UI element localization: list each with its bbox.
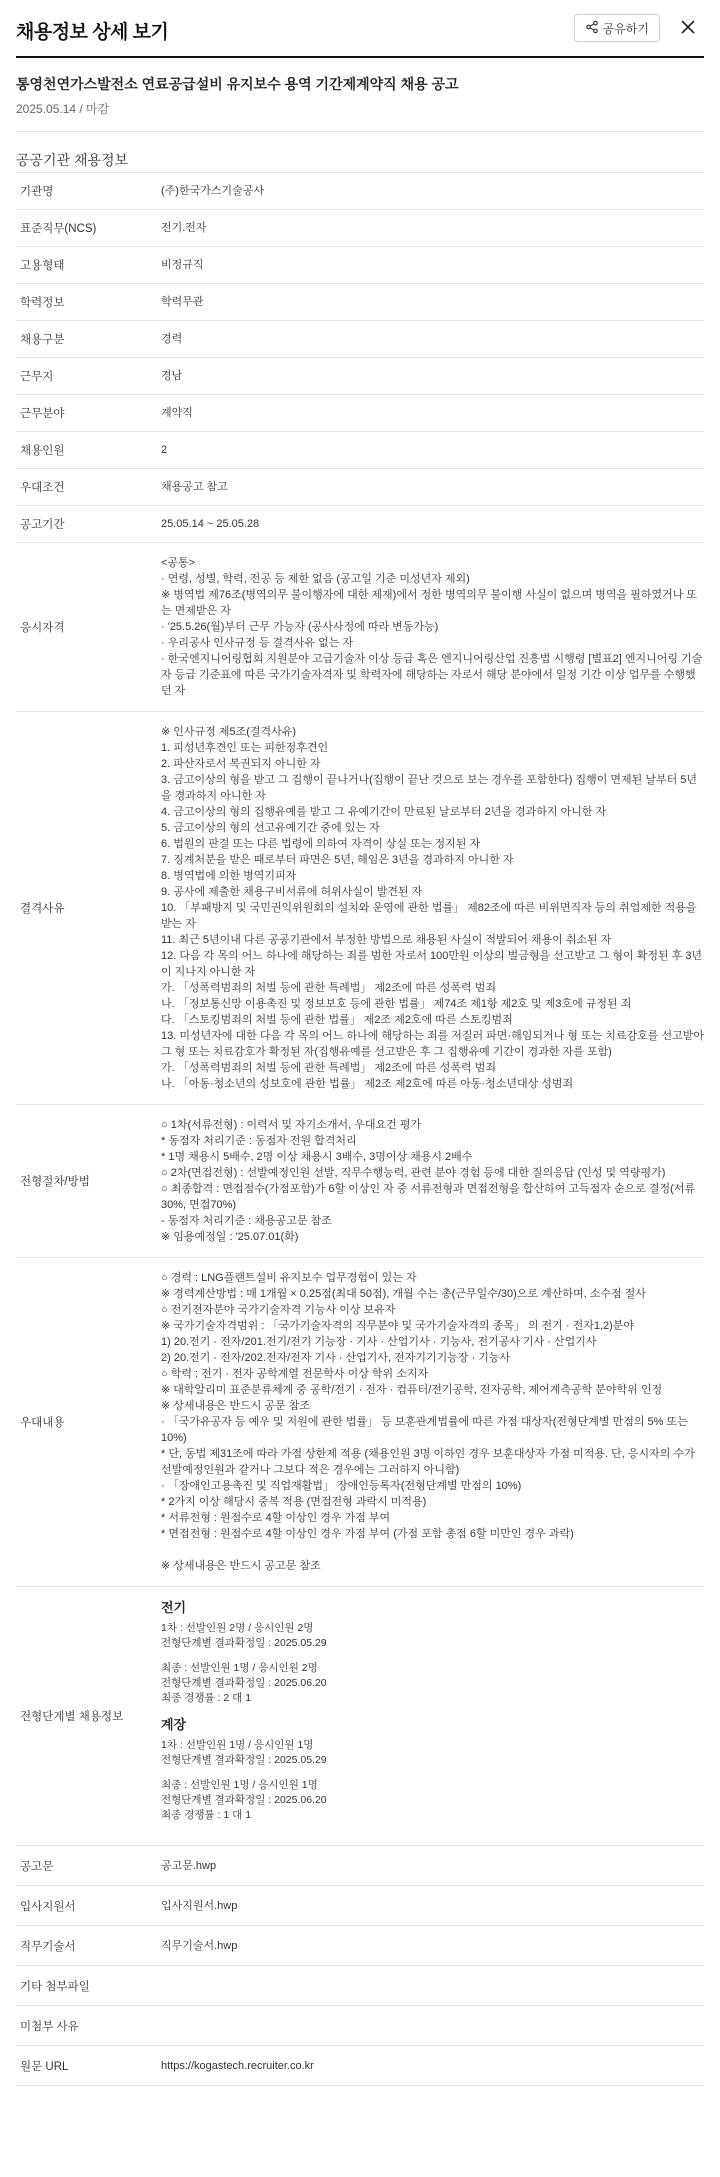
row-education <box>16 284 704 321</box>
row-value: 학력무관 <box>161 296 204 308</box>
row-preferred <box>16 1258 704 1587</box>
row-value: 2 <box>161 444 168 456</box>
row-label: 기관명 <box>20 186 54 198</box>
stage-line: 전형단계별 결과확정일 : 2025.06.20 <box>161 1794 327 1806</box>
row-label: 채용구분 <box>20 334 65 346</box>
row-value: 경남 <box>161 370 183 382</box>
row-disqualification <box>16 712 704 1105</box>
source-url-link[interactable]: https://kogastech.recruiter.co.kr <box>161 2059 314 2072</box>
notice-date-status: 2025.05.14 / 마감 <box>16 102 110 116</box>
row-label: 전형단계별 채용정보 <box>20 1711 124 1723</box>
row-value: (주)한국가스기술공사 <box>161 185 264 197</box>
row-location <box>16 358 704 395</box>
close-button[interactable] <box>674 14 702 42</box>
row-label: 채용인원 <box>20 445 65 457</box>
row-notice-file <box>16 1846 704 1886</box>
stage-line: 전형단계별 결과확정일 : 2025.05.29 <box>161 1754 327 1766</box>
row-value: 비정규직 <box>161 259 204 271</box>
job-name: 전기 <box>161 1600 187 1615</box>
row-value: 계약직 <box>161 407 193 419</box>
stage-final <box>161 1661 704 1706</box>
notice-file-link[interactable]: 공고문.hwp <box>161 1859 217 1872</box>
stage-line: 1차 : 선발인원 2명 / 응시인원 2명 <box>161 1622 314 1634</box>
row-ncs <box>16 210 704 247</box>
row-value: 경력 <box>161 333 183 345</box>
row-process <box>16 1105 704 1258</box>
notice-header <box>16 58 704 132</box>
row-label: 응시자격 <box>20 622 65 634</box>
row-no-attach <box>16 2006 704 2046</box>
row-stages <box>16 1587 704 1846</box>
row-label: 입사지원서 <box>20 1900 76 1913</box>
stage-line: 최종 : 선발인원 1명 / 응시인원 1명 <box>161 1779 318 1791</box>
stage-line: 최종 : 선발인원 1명 / 응시인원 2명 <box>161 1662 318 1674</box>
row-org <box>16 173 704 210</box>
row-label: 결격사유 <box>20 903 65 915</box>
stage-job <box>161 1599 704 1706</box>
row-value: 전기.전자 <box>161 222 207 234</box>
share-button[interactable] <box>574 14 660 42</box>
row-label: 우대내용 <box>20 1417 65 1429</box>
row-value: ○ 경력 : LNG플랜트설비 유지보수 업무경험이 있는 자 ※ 경력계산방법 : 매 1개월 × 0.25점(최대 50점), 개월 수는 총(근무일수/30)으로 계산하며, 소수점 절사 ○ 전기전자분야 국가기술자격 기능사 이상 보유자 ※ 국가기술자격범위 : 「국가기술자격의 직무분야 및 국가기술자격의 종목」 의 전기 · 전자1,2)분야 1) 20.전기 · 전자/201.전기/전기 기능장 · 기사 · 산업기사 · 기능사, 전기공사 기사 · 산업기사 2) 20.전기 · 전자/202.전자/전자 기사 · 산업기사, 전자기기기능장 · 기능사 ○ 학력 : 전기 · 전자 공학계열 전문학사 이상 학위 소지자 ※ 대학알리미 표준분류체계 중 공학/전기 · 전자 · 컴퓨터/전기공학, 전자공학, 제어계측공학 분야학위 인정 ※ 상세내용은 반드시 공문 참조 · 「국가유공자 등 예우 및 지원에 관한 법률」 등 보훈관계법률에 따른 가점 대상자(전형단계별 만점의 5% 또는 10%) * 단, 동법 제31조에 따라 가점 상한제 적용 (채용인원 3명 이하인 경우 보훈대상자 가점 미적용. 단, 응시자의 수가 선발예정인원과 같거나 그보다 적은 경우에는 그러하지 아니함) · 「장애인고용촉진 및 직업재활법」 장애인등록자(전형단계별 만점의 10%) * 2가지 이상 해당시 중복 적용 (면접전형 과락시 미적용) * 서류전형 : 원점수로 4할 이상인 경우 가점 부여 * 면접전형 : 원점수로 4할 이상인 경우 가점 부여 (가점 포함 총점 6할 미만인 경우 과락) ※ 상세내용은 반드시 공고문 참조 <box>161 1272 695 1572</box>
row-label: 기타 첨부파일 <box>20 1980 90 1993</box>
row-qualification <box>16 543 704 712</box>
row-label: 우대조건 <box>20 482 65 494</box>
stage-line: 최종 경쟁률 : 2 대 1 <box>161 1692 252 1704</box>
close-icon <box>679 18 697 39</box>
row-label: 공고기간 <box>20 519 65 531</box>
row-headcount <box>16 432 704 469</box>
row-field <box>16 395 704 432</box>
row-label: 근무지 <box>20 371 54 383</box>
row-period <box>16 506 704 543</box>
job-desc-file-link[interactable]: 직무기술서.hwp <box>161 1939 238 1952</box>
section-title: 공공기관 채용정보 <box>16 152 129 168</box>
row-value: ※ 인사규정 제5조(결격사유) 1. 피성년후견인 또는 피한정후견인 2. 파산자로서 복권되지 아니한 자 3. 금고이상의 형을 받고 그 집행이 끝나거나(집행이 끝난 것으로 보는 경우를 포함한다) 집행이 면제된 날부터 5년을 경과하지 아니한 자 4. 금고이상의 형의 집행유예를 받고 그 유예기간이 만료된 날로부터 2년을 경과하지 아니한 자 5. 금고이상의 형의 선고유예기간 중에 있는 자 6. 법원의 판결 또는 다른 법령에 의하여 자격이 상실 또는 정지된 자 7. 징계처분을 받은 때로부터 파면은 5년, 해임은 3년을 경과하지 아니한 자 8. 병역법에 의한 병역기피자 9. 공사에 제출한 채용구비서류에 허위사실이 발견된 자 10. 「부패방지 및 국민권익위원회의 설치와 운영에 관한 법률」 제82조에 따른 비위면직자 등의 취업제한 적용을 받는 자 11. 최근 5년이내 다른 공공기관에서 부정한 방법으로 채용된 사실이 적발되어 채용이 취소된 자 12. 다음 각 목의 어느 하나에 해당하는 죄를 범한 자로서 100만원 이상의 벌금형을 선고받고 그 형이 확정된 후 3년이 지나지 아니한 자 가. 「성폭력범죄의 처벌 등에 관한 특례법」 제2조에 따른 성폭력 범죄 나. 「정보통신망 이용촉진 및 정보보호 등에 관한 법률」 제74조 제1항 제2호 및 제3호에 규정된 죄 다. 「스토킹범죄의 처벌 등에 관한 법률」 제2조 제2호에 따른 스토킹범죄 13. 미성년자에 대한 다음 각 목의 어느 하나에 해당하는 죄를 저질러 파면·해임되거나 형 또는 치료감호를 선고받아 그 형 또는 치료감호가 확정된 자(집행유예를 선고받은 후 그 집행유예 기간이 경과한 자를 포함) 가. 「성폭력범죄의 처벌 등에 관한 특례법」 제2조에 따른 성폭력 범죄 나. 「아동·청소년의 성보호에 관한 법률」 제2조 제2호에 따른 아동·청소년대상 성범죄 <box>161 726 704 1090</box>
stage-final <box>161 1778 704 1823</box>
job-name: 계장 <box>161 1717 187 1732</box>
row-category <box>16 321 704 358</box>
row-value: 25.05.14 ~ 25.05.28 <box>161 518 260 530</box>
share-button-label: 공유하기 <box>602 21 649 36</box>
stage-line: 최종 경쟁률 : 1 대 1 <box>161 1809 252 1821</box>
row-value: ○ 1차(서류전형) : 이력서 및 자기소개서, 우대요건 평가 * 동점자 처리기준 : 동점자 전원 합격처리 * 1명 채용시 5배수, 2명 이상 채용시 3배수, 3명이상 채용시 2배수 ○ 2차(면접전형) : 선발예정인원 선발, 직무수행능력, 관련 분야 경험 등에 대한 질의응답 (인성 및 역량평가) ○ 최종합격 : 면접점수(가점포함)가 6할 이상인 자 중 서류전형과 면접전형을 합산하여 고득점자 순으로 결정(서류30%, 면접70%) - 동점자 처리기준 : 채용공고문 참조 ※ 임용예정일 : '25.07.01(화) <box>161 1119 696 1243</box>
row-employment-type <box>16 247 704 284</box>
row-value <box>161 1966 704 2005</box>
row-label: 학력정보 <box>20 297 65 309</box>
notice-title: 통영천연가스발전소 연료공급설비 유지보수 용역 기간제계약직 채용 공고 <box>16 76 459 92</box>
row-label: 표준직무(NCS) <box>20 223 97 235</box>
page-title: 채용정보 상세 보기 <box>16 22 169 43</box>
stage-first <box>161 1621 704 1651</box>
row-url <box>16 2046 704 2086</box>
share-icon <box>585 20 599 37</box>
stage-line: 전형단계별 결과확정일 : 2025.06.20 <box>161 1677 327 1689</box>
row-label: 직무기술서 <box>20 1940 76 1953</box>
row-application <box>16 1886 704 1926</box>
application-file-link[interactable]: 입사지원서.hwp <box>161 1899 238 1912</box>
header-bar <box>16 0 704 58</box>
row-label: 고용형태 <box>20 260 65 272</box>
row-label: 원문 URL <box>20 2060 69 2073</box>
row-label: 공고문 <box>20 1860 54 1873</box>
row-job-desc <box>16 1926 704 1966</box>
info-table <box>16 172 704 2086</box>
row-value <box>161 2006 704 2045</box>
row-label: 전형절차/방법 <box>20 1176 90 1188</box>
row-label: 근무분야 <box>20 408 65 420</box>
row-label: 미첨부 사유 <box>20 2020 79 2033</box>
stage-line: 전형단계별 결과확정일 : 2025.05.29 <box>161 1637 327 1649</box>
stage-line: 1차 : 선발인원 1명 / 응시인원 1명 <box>161 1739 314 1751</box>
row-value <box>161 1587 704 1845</box>
stage-job <box>161 1716 704 1823</box>
stage-first <box>161 1738 704 1768</box>
row-value: 채용공고 참고 <box>161 481 228 493</box>
row-preference <box>16 469 704 506</box>
row-value: <공통> · 연령, 성별, 학력, 전공 등 제한 없음 (공고일 기준 미성년자 제외) ※ 병역법 제76조(병역의무 불이행자에 대한 제재)에서 정한 병역의무 불이행 사실이 없으며 병역을 필하였거나 또는 면제받은 자 · '25.5.26(월)부터 근무 가능자 (공사사정에 따라 변동가능) · 우리공사 인사규정 등 결격사유 없는 자 · 한국엔지니어링협회 지원분야 고급기술자 이상 등급 혹은 엔지니어링산업 진흥법 시행령 [별표2] 엔지니어링 기술자 등급 기준표에 따른 국가기술자격자 및 학력자에 해당하는 자로서 해당 분야에서 일정 기간 이상 업무를 수행했던 자 <box>161 557 703 697</box>
row-other-files <box>16 1966 704 2006</box>
